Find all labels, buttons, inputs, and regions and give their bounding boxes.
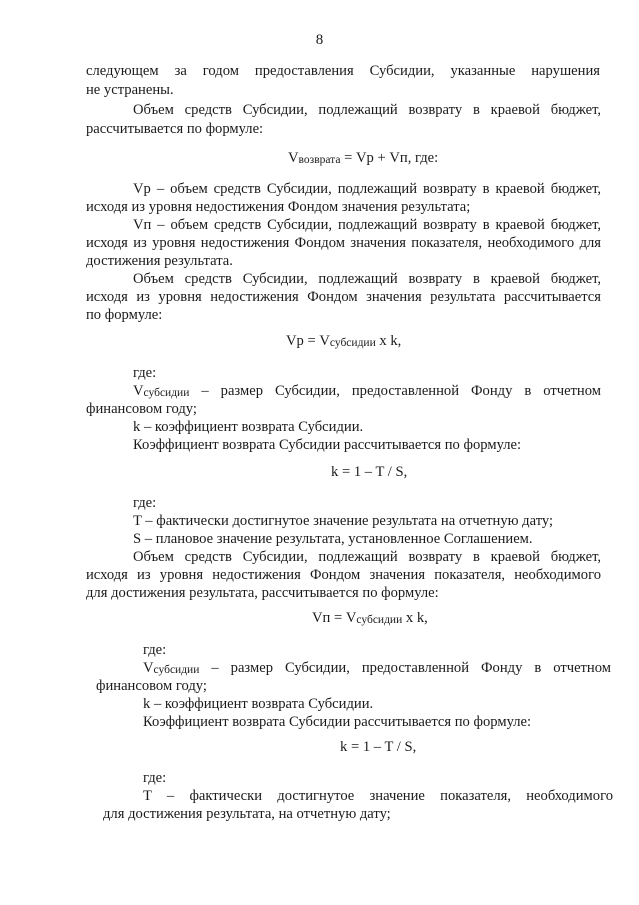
text-line: исходя из уровня недостижения Фондом значения показателя, необходимого для <box>86 235 601 251</box>
text-line: Vр – объем средств Субсидии, подлежащий возврату в краевой бюджет, <box>133 181 601 197</box>
text-line: финансовом году; <box>86 401 197 417</box>
text-line: Объем средств Субсидии, подлежащий возврату в краевой бюджет, <box>133 102 601 118</box>
text-line: где: <box>143 770 167 786</box>
text-line: $V_{субсидии}$ – размер Субсидии, предоставленной Фонду в отчетном <box>143 660 611 676</box>
text-line: следующем за годом предоставления Субсидии, указанные нарушения <box>86 63 600 79</box>
text-line: где: <box>133 495 157 511</box>
text-line: где: <box>143 642 167 658</box>
text-line: не устранены. <box>86 82 174 98</box>
text-line: Объем средств Субсидии, подлежащий возврату в краевой бюджет, <box>133 271 601 287</box>
text-line: Коэффициент возврата Субсидии рассчитывается по формуле: <box>133 437 522 453</box>
formula-k: k = 1 – T / S, <box>340 739 417 755</box>
text-line: исходя из уровня недостижения Фондом значения результата; <box>86 199 471 215</box>
text-line: $V_{субсидии}$ – размер Субсидии, предоставленной Фонду в отчетном <box>133 383 601 399</box>
text-line: рассчитывается по формуле: <box>86 121 264 137</box>
formula-k: k = 1 – T / S, <box>331 464 408 480</box>
text-line: финансовом году; <box>96 678 207 694</box>
text-line: k – коэффициент возврата Субсидии. <box>143 696 374 712</box>
text-line: достижения результата. <box>86 253 233 269</box>
text-line: где: <box>133 365 157 381</box>
text-line: по формуле: <box>86 307 163 323</box>
text-line: для достижения результата, на отчетную дату; <box>103 806 391 822</box>
page-number: 8 <box>315 32 324 48</box>
text-line: T – фактически достигнутое значение результата на отчетную дату; <box>133 513 554 529</box>
text-line: k – коэффициент возврата Субсидии. <box>133 419 364 435</box>
formula-vp: Vп = $V_{субсидии}$ x k, <box>312 610 428 626</box>
text-line: исходя из уровня недостижения Фондом значения результата рассчитывается <box>86 289 601 305</box>
text-line: для достижения результата, рассчитывается по формуле: <box>86 585 439 601</box>
formula-vr: Vр = $V_{субсидии}$ x k, <box>286 333 402 349</box>
text-line: Объем средств Субсидии, подлежащий возврату в краевой бюджет, <box>133 549 601 565</box>
text-line: исходя из уровня недостижения Фондом значения показателя, необходимого <box>86 567 601 583</box>
text-line: Коэффициент возврата Субсидии рассчитывается по формуле: <box>143 714 532 730</box>
formula-v-return: $V_{возврата}$ = Vр + Vп, где: <box>288 150 439 166</box>
text-line: T – фактически достигнутое значение показателя, необходимого <box>143 788 613 804</box>
text-line: Vп – объем средств Субсидии, подлежащий возврату в краевой бюджет, <box>133 217 601 233</box>
text-line: S – плановое значение результата, установленное Соглашением. <box>133 531 533 547</box>
